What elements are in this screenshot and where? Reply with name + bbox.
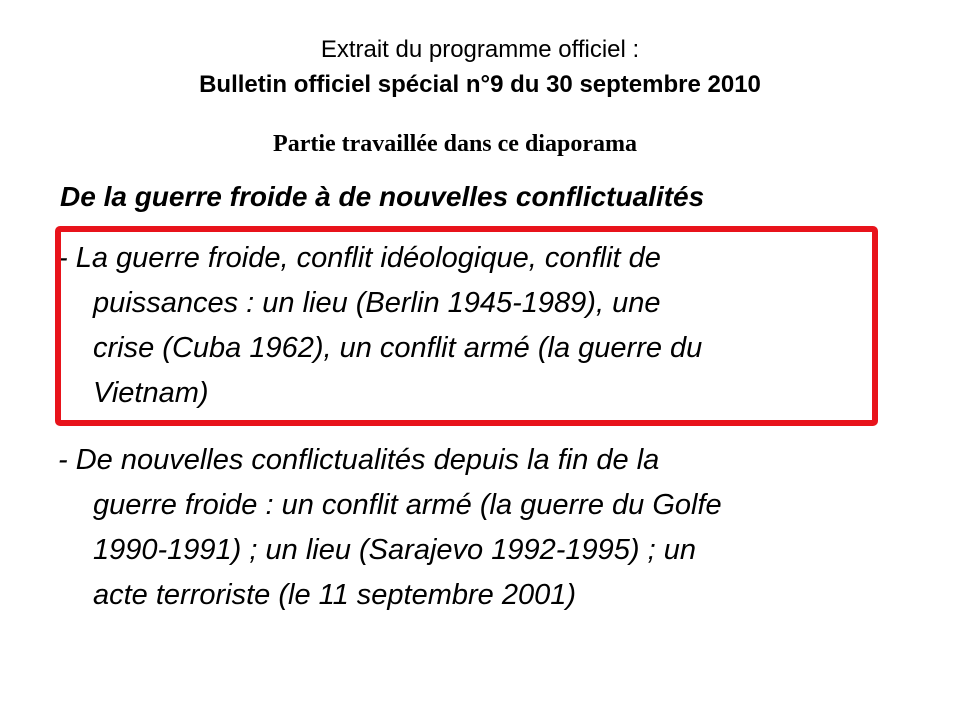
list-item-line: - De nouvelles conflictualités depuis la fin de la <box>58 444 660 476</box>
header-line-1: Extrait du programme officiel : <box>320 36 640 63</box>
highlight-box <box>55 226 878 426</box>
subtitle: Partie travaillée dans ce diaporama <box>273 131 637 157</box>
list-item-line: acte terroriste (le 11 septembre 2001) <box>93 579 577 611</box>
list-item-line: crise (Cuba 1962), un conflit armé (la guerre du <box>93 332 703 364</box>
list-item-line: 1990-1991) ; un lieu (Sarajevo 1992-1995) ; un <box>93 534 696 566</box>
section-heading: De la guerre froide à de nouvelles conflictualités <box>60 181 705 212</box>
list-item-line: Vietnam) <box>93 377 209 409</box>
header <box>0 32 960 102</box>
list-item-line: guerre froide : un conflit armé (la guerre du Golfe <box>93 489 722 521</box>
list-item-new-conflicts <box>58 438 908 618</box>
list-item-line: - La guerre froide, conflit idéologique, conflit de <box>58 242 661 274</box>
header-line-2: Bulletin officiel spécial n°9 du 30 septembre 2010 <box>199 71 761 98</box>
list-item-line: puissances : un lieu (Berlin 1945-1989), une <box>93 287 661 319</box>
